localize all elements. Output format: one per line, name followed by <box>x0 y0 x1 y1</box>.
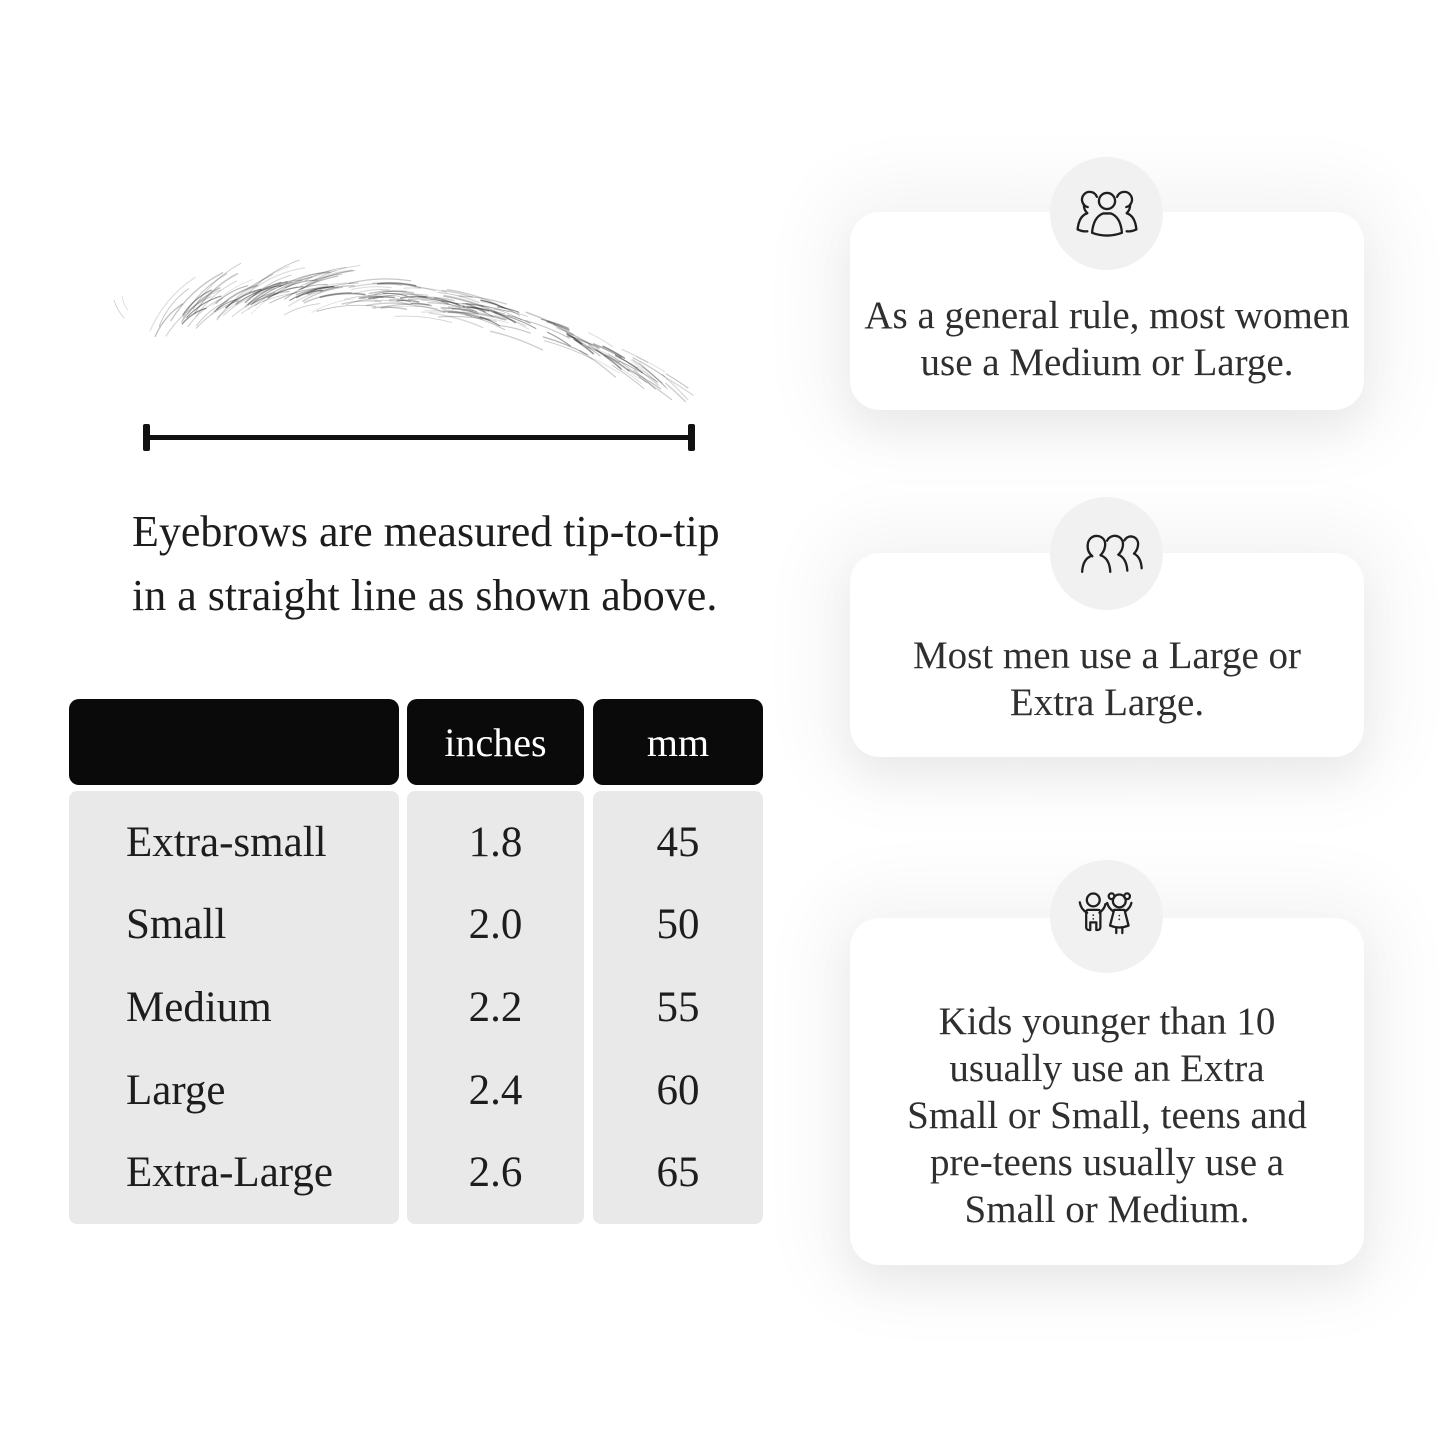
size-table-header-inches: inches <box>407 699 584 785</box>
women-group-icon <box>1071 188 1143 240</box>
size-table-inches-column <box>407 791 584 1224</box>
men-group-icon-circle <box>1050 497 1163 610</box>
inches-value: 2.0 <box>468 901 523 949</box>
card-text-line: Small or Small, teens and <box>907 1094 1307 1137</box>
size-table-mm-column <box>593 791 763 1224</box>
info-card-women-text <box>850 292 1364 386</box>
size-table-header-size <box>69 699 399 785</box>
inches-value: 1.8 <box>468 818 523 866</box>
card-text-line: Extra Large. <box>1009 681 1205 724</box>
size-label: Medium <box>126 983 272 1031</box>
caption-line-1: Eyebrows are measured tip-to-tip <box>132 507 720 556</box>
info-card-men-text <box>850 632 1364 726</box>
card-text-line: Most men use a Large or <box>912 634 1302 677</box>
mm-value: 50 <box>656 901 700 949</box>
mm-value: 65 <box>656 1149 700 1197</box>
mm-value: 60 <box>656 1066 700 1114</box>
kids-icon <box>1072 889 1142 944</box>
mm-value: 55 <box>656 983 700 1031</box>
measurement-line <box>146 435 695 440</box>
size-label: Large <box>126 1066 226 1114</box>
card-text-line: Kids younger than 10 <box>938 1000 1276 1043</box>
card-text-line: pre-teens usually use a <box>929 1141 1285 1184</box>
inches-value: 2.2 <box>468 983 523 1031</box>
card-text-line: use a Medium or Large. <box>920 341 1294 384</box>
card-text-line: As a general rule, most women <box>864 294 1350 337</box>
inches-value: 2.6 <box>468 1149 523 1197</box>
measure-caption <box>132 500 720 628</box>
eyebrow-illustration <box>108 234 700 402</box>
size-label: Extra-small <box>126 818 327 866</box>
size-table-header-mm: mm <box>593 699 763 785</box>
info-card-kids-text <box>850 998 1364 1233</box>
measurement-line-left-cap <box>143 424 150 451</box>
kids-icon-circle <box>1050 860 1163 973</box>
mm-value: 45 <box>656 818 700 866</box>
inches-value: 2.4 <box>468 1066 523 1114</box>
measurement-line-right-cap <box>688 424 695 451</box>
size-label: Small <box>126 901 227 949</box>
size-table-size-column <box>69 791 399 1224</box>
card-text-line: Small or Medium. <box>964 1188 1250 1231</box>
caption-line-2: in a straight line as shown above. <box>132 571 718 620</box>
men-group-icon <box>1071 528 1143 580</box>
card-text-line: usually use an Extra <box>949 1047 1265 1090</box>
women-group-icon-circle <box>1050 157 1163 270</box>
size-label: Extra-Large <box>126 1149 333 1197</box>
